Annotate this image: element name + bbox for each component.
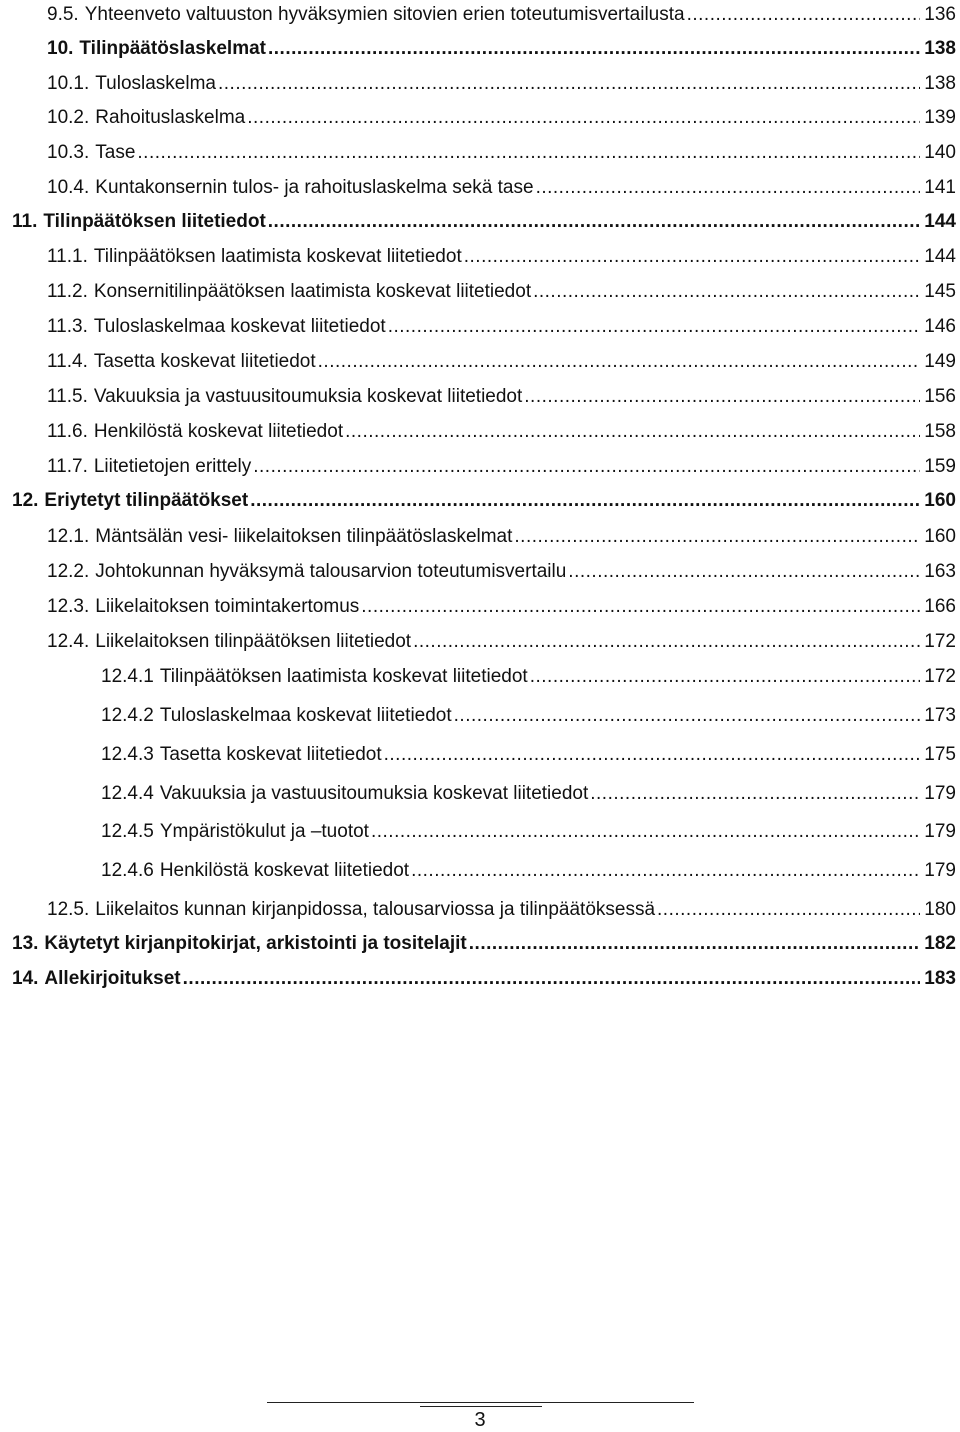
toc-leader-dots [530, 665, 920, 689]
toc-entry[interactable] [12, 210, 956, 234]
toc-leader-dots [469, 932, 920, 956]
toc-entry-title [101, 859, 409, 883]
toc-entry[interactable] [47, 560, 956, 584]
toc-entry[interactable] [47, 455, 956, 479]
toc-leader-dots [514, 525, 920, 549]
toc-entry-page: 160 [924, 526, 956, 547]
toc-entry-page: 156 [924, 386, 956, 407]
toc-leader-dots [268, 210, 920, 234]
toc-entry-title [47, 72, 216, 96]
toc-entry-text: Tasetta koskevat liitetiedot [159, 744, 382, 765]
toc-entry[interactable] [101, 704, 956, 728]
toc-entry-text: Tuloslaskelmaa koskevat liitetiedot [159, 705, 452, 726]
toc-entry-title [47, 898, 655, 922]
toc-leader-dots [388, 315, 920, 339]
toc-leader-dots [454, 704, 920, 728]
toc-entry-text: Tase [95, 142, 136, 163]
toc-entry[interactable] [101, 820, 956, 844]
toc-entry-number: 13. [12, 933, 39, 954]
toc-entry-page: 163 [924, 561, 956, 582]
toc-entry-number: 11.3. [47, 316, 88, 337]
toc-leader-dots [250, 489, 920, 513]
toc-entry-number: 12.3. [47, 596, 90, 617]
toc-leader-dots [253, 455, 920, 479]
toc-entry-text: Johtokunnan hyväksymä talousarvion toteutumisvertailu [95, 561, 567, 582]
toc-entry[interactable] [47, 141, 956, 165]
toc-entry[interactable] [47, 595, 956, 619]
toc-entry-page: 179 [924, 783, 956, 804]
toc-entry-number: 12.4.1 [101, 666, 154, 687]
toc-entry-title [47, 560, 566, 584]
toc-leader-dots [524, 385, 920, 409]
toc-entry-text: Tuloslaskelmaa koskevat liitetiedot [93, 316, 386, 337]
toc-entry-page: 144 [924, 246, 956, 267]
toc-entry-page: 138 [924, 38, 956, 59]
toc-entry-number: 10.2. [47, 107, 90, 128]
toc-entry-text: Tilinpäätöksen liitetiedot [43, 211, 266, 232]
toc-entry[interactable] [12, 489, 956, 513]
toc-entry-text: Tilinpäätöksen laatimista koskevat liitetiedot [93, 246, 462, 267]
toc-entry-title [101, 704, 452, 728]
toc-leader-dots [345, 420, 920, 444]
toc-entry-title [12, 932, 467, 956]
toc-entry-page: 158 [924, 421, 956, 442]
toc-entry-text: Konsernitilinpäätöksen laatimista koskevat liitetiedot [93, 281, 532, 302]
toc-entry[interactable] [101, 665, 956, 689]
toc-entry-page: 172 [924, 666, 956, 687]
toc-entry-text: Vakuuksia ja vastuusitoumuksia koskevat liitetiedot [159, 783, 589, 804]
toc-entry-number: 12.4.2 [101, 705, 154, 726]
toc-entry-number: 12.4.6 [101, 860, 154, 881]
toc-entry-title [47, 315, 386, 339]
toc-entry-title [12, 489, 248, 513]
toc-entry[interactable] [47, 420, 956, 444]
toc-entry-number: 10. [47, 38, 74, 59]
toc-entry-page: 179 [924, 821, 956, 842]
toc-entry-number: 10.1. [47, 73, 90, 94]
footer-divider-underline [420, 1406, 542, 1407]
toc-entry[interactable] [47, 3, 956, 27]
toc-leader-dots [371, 820, 920, 844]
toc-entry-text: Henkilöstä koskevat liitetiedot [93, 421, 344, 442]
toc-entry-text: Käytetyt kirjanpitokirjat, arkistointi ja tositelajit [44, 933, 467, 954]
toc-leader-dots [464, 245, 920, 269]
toc-leader-dots [687, 3, 920, 27]
toc-entry-page: 172 [924, 631, 956, 652]
toc-entry-number: 12. [12, 490, 39, 511]
toc-entry-page: 141 [924, 177, 956, 198]
toc-entry-title [101, 665, 528, 689]
toc-entry-number: 12.4.3 [101, 744, 154, 765]
toc-entry-title [12, 210, 266, 234]
toc-entry[interactable] [47, 898, 956, 922]
toc-entry-number: 11.6. [47, 421, 88, 442]
toc-leader-dots [137, 141, 920, 165]
toc-leader-dots [384, 743, 920, 767]
toc-entry-text: Yhteenveto valtuuston hyväksymien sitovien erien toteutumisvertailusta [84, 4, 685, 25]
toc-entry-page: 139 [924, 107, 956, 128]
toc-entry-title [47, 595, 359, 619]
toc-entry[interactable] [12, 967, 956, 991]
page-number: 3 [474, 1409, 486, 1431]
toc-entry-title [12, 967, 181, 991]
toc-leader-dots [183, 967, 920, 991]
toc-entry[interactable] [47, 106, 956, 130]
toc-entry[interactable] [47, 245, 956, 269]
toc-entry-number: 10.3. [47, 142, 90, 163]
toc-entry-text: Kuntakonsernin tulos- ja rahoituslaskelma sekä tase [95, 177, 534, 198]
toc-entry-number: 10.4. [47, 177, 90, 198]
toc-entry-text: Henkilöstä koskevat liitetiedot [159, 860, 410, 881]
toc-entry-page: 140 [924, 142, 956, 163]
toc-entry-title [47, 525, 512, 549]
toc-entry-number: 11.2. [47, 281, 88, 302]
toc-entry-text: Tasetta koskevat liitetiedot [93, 351, 316, 372]
toc-leader-dots [536, 176, 920, 200]
toc-entry-text: Liikelaitoksen tilinpäätöksen liitetiedot [95, 631, 412, 652]
toc-entry[interactable] [47, 630, 956, 654]
toc-entry-number: 12.4.5 [101, 821, 154, 842]
toc-entry[interactable] [47, 176, 956, 200]
toc-entry-text: Liikelaitos kunnan kirjanpidossa, talousarviossa ja tilinpäätöksessä [95, 899, 656, 920]
toc-entry-title [101, 820, 369, 844]
toc-entry-page: 136 [924, 4, 956, 25]
toc-entry[interactable] [101, 859, 956, 883]
toc-entry-text: Liikelaitoksen toimintakertomus [95, 596, 360, 617]
toc-leader-dots [361, 595, 920, 619]
toc-leader-dots [268, 37, 920, 61]
toc-entry-number: 12.4. [47, 631, 90, 652]
toc-entry-title [47, 280, 531, 304]
toc-entry-page: 144 [924, 211, 956, 232]
toc-entry-page: 145 [924, 281, 956, 302]
toc-entry-text: Allekirjoitukset [44, 968, 181, 989]
toc-entry[interactable] [47, 350, 956, 374]
toc-entry-title [47, 37, 266, 61]
toc-entry-page: 182 [924, 933, 956, 954]
toc-entry-title [47, 630, 411, 654]
toc-entry-title [47, 3, 685, 27]
toc-entry-page: 173 [924, 705, 956, 726]
toc-entry-title [101, 743, 382, 767]
toc-entry[interactable] [47, 385, 956, 409]
toc-entry-text: Tilinpäätöksen laatimista koskevat liitetiedot [159, 666, 528, 687]
toc-entry-text: Eriytetyt tilinpäätökset [44, 490, 249, 511]
toc-entry-number: 11.5. [47, 386, 88, 407]
toc-leader-dots [568, 560, 920, 584]
toc-entry-text: Mäntsälän vesi- liikelaitoksen tilinpäätöslaskelmat [95, 526, 513, 547]
toc-leader-dots [318, 350, 920, 374]
toc-entry-title [47, 350, 316, 374]
toc-entry-text: Tilinpäätöslaskelmat [79, 38, 266, 59]
toc-entry-page: 146 [924, 316, 956, 337]
toc-entry-title [47, 420, 343, 444]
toc-leader-dots [533, 280, 920, 304]
toc-entry-page: 183 [924, 968, 956, 989]
toc-entry[interactable] [47, 72, 956, 96]
toc-entry-text: Liitetietojen erittely [93, 456, 252, 477]
toc-entry-number: 12.5. [47, 899, 90, 920]
toc-leader-dots [411, 859, 920, 883]
toc-entry-number: 12.1. [47, 526, 90, 547]
toc-entry-page: 166 [924, 596, 956, 617]
toc-entry-page: 149 [924, 351, 956, 372]
toc-entry-page: 159 [924, 456, 956, 477]
toc-entry-number: 9.5. [47, 4, 79, 25]
toc-entry-title [47, 385, 522, 409]
toc-entry[interactable] [101, 782, 956, 806]
toc-entry[interactable] [47, 315, 956, 339]
toc-entry-title [47, 176, 534, 200]
toc-entry-number: 12.4.4 [101, 783, 154, 804]
toc-entry[interactable] [47, 37, 956, 61]
toc-entry-title [47, 245, 462, 269]
toc-leader-dots [657, 898, 920, 922]
toc-entry-text: Ympäristökulut ja –tuotot [159, 821, 369, 842]
toc-entry-page: 138 [924, 73, 956, 94]
toc-entry-page: 179 [924, 860, 956, 881]
toc-entry-text: Tuloslaskelma [95, 73, 216, 94]
toc-entry-number: 11. [12, 211, 38, 232]
toc-entry[interactable] [12, 932, 956, 956]
toc-entry-title [47, 106, 245, 130]
toc-entry-text: Rahoituslaskelma [95, 107, 246, 128]
footer-divider [267, 1402, 694, 1403]
toc-entry-title [101, 782, 588, 806]
toc-entry[interactable] [47, 525, 956, 549]
toc-entry-number: 11.1. [47, 246, 88, 267]
toc-entry-text: Vakuuksia ja vastuusitoumuksia koskevat liitetiedot [93, 386, 523, 407]
toc-entry-title [47, 455, 251, 479]
toc-entry-page: 180 [924, 899, 956, 920]
toc-entry-number: 11.7. [47, 456, 88, 477]
toc-leader-dots [590, 782, 920, 806]
toc-entry-number: 14. [12, 968, 39, 989]
toc-entry-number: 12.2. [47, 561, 90, 582]
toc-leader-dots [413, 630, 920, 654]
toc-entry-title [47, 141, 135, 165]
toc-entry[interactable] [101, 743, 956, 767]
toc-entry-page: 160 [924, 490, 956, 511]
toc-entry-number: 11.4. [47, 351, 88, 372]
toc-leader-dots [247, 106, 920, 130]
toc-entry-page: 175 [924, 744, 956, 765]
toc-entry[interactable] [47, 280, 956, 304]
toc-leader-dots [218, 72, 920, 96]
